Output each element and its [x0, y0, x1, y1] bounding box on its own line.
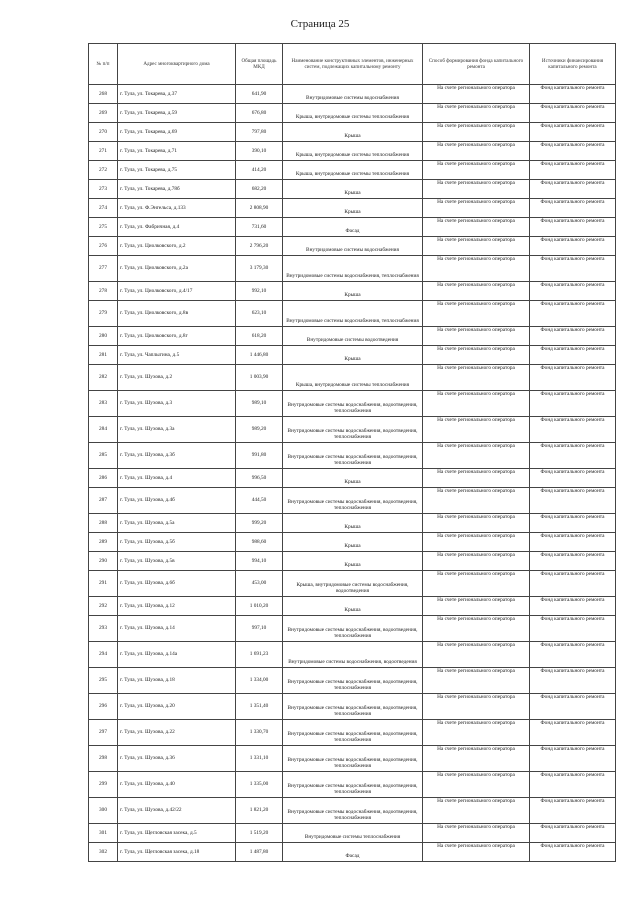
table-row: [89, 552, 616, 571]
cell-works: Крыша, внутридомовые системы водоснабжения, водоотведения: [283, 571, 423, 597]
cell-source: Фонд капитального ремонта: [530, 301, 616, 327]
cell-area: 1 351,40: [236, 694, 283, 720]
cell-area: 997,10: [236, 616, 283, 642]
cell-area: 1 821,20: [236, 798, 283, 824]
cell-method: На счете регионального оператора: [423, 798, 530, 824]
cell-source: Фонд капитального ремонта: [530, 123, 616, 142]
cell-works: Крыша, внутридомовые системы теплоснабжения: [283, 142, 423, 161]
cell-address: г. Тула, ул. Шухова, д.4б: [118, 488, 236, 514]
cell-address: г. Тула, ул. Шухова, д.5в: [118, 552, 236, 571]
table-row: [89, 571, 616, 597]
cell-num: 276: [89, 237, 118, 256]
cell-works: Внутридомовые системы водоснабжения, теплоснабжения: [283, 301, 423, 327]
cell-area: 994,10: [236, 552, 283, 571]
cell-source: Фонд капитального ремонта: [530, 256, 616, 282]
cell-address: г. Тула, ул. Циолковского, д.2: [118, 237, 236, 256]
cell-works: Крыша: [283, 346, 423, 365]
cell-num: 287: [89, 488, 118, 514]
cell-source: Фонд капитального ремонта: [530, 237, 616, 256]
cell-source: Фонд капитального ремонта: [530, 616, 616, 642]
cell-num: 289: [89, 533, 118, 552]
table-row: [89, 161, 616, 180]
cell-num: 270: [89, 123, 118, 142]
cell-works: Внутридомовые системы водоснабжения: [283, 237, 423, 256]
cell-works: Внутридомовые системы водоснабжения, водоотведения, теплоснабжения: [283, 417, 423, 443]
table-row: [89, 282, 616, 301]
cell-address: г. Тула, ул. Шухова, д.14: [118, 616, 236, 642]
table-row: [89, 843, 616, 862]
cell-works: Внутридомовые системы водоснабжения, водоотведения, теплоснабжения: [283, 720, 423, 746]
cell-address: г. Тула, ул. Шухова, д.6б: [118, 571, 236, 597]
cell-source: Фонд капитального ремонта: [530, 772, 616, 798]
cell-works: Внутридомовые системы водоснабжения, теплоснабжения: [283, 256, 423, 282]
cell-num: 273: [89, 180, 118, 199]
table-row: [89, 443, 616, 469]
cell-source: Фонд капитального ремонта: [530, 552, 616, 571]
cell-source: Фонд капитального ремонта: [530, 720, 616, 746]
cell-area: 1 335,00: [236, 772, 283, 798]
cell-area: 991,80: [236, 443, 283, 469]
cell-works: Внутридомовые системы водоотведения: [283, 327, 423, 346]
cell-area: 676,80: [236, 104, 283, 123]
table-row: [89, 772, 616, 798]
cell-method: На счете регионального оператора: [423, 668, 530, 694]
cell-works: Крыша, внутридомовые системы теплоснабжения: [283, 161, 423, 180]
table-row: [89, 301, 616, 327]
cell-num: 293: [89, 616, 118, 642]
cell-address: г. Тула, ул. Фабричная, д.4: [118, 218, 236, 237]
cell-method: На счете регионального оператора: [423, 123, 530, 142]
cell-source: Фонд капитального ремонта: [530, 824, 616, 843]
cell-works: Внутридомовые системы водоснабжения, водоотведения, теплоснабжения: [283, 391, 423, 417]
cell-area: 2 796,20: [236, 237, 283, 256]
cell-area: 641,90: [236, 85, 283, 104]
cell-works: Фасад: [283, 218, 423, 237]
cell-method: На счете регионального оператора: [423, 597, 530, 616]
cell-works: Крыша: [283, 597, 423, 616]
cell-area: 731,60: [236, 218, 283, 237]
cell-address: г. Тула, ул. Шухова, д.14а: [118, 642, 236, 668]
cell-area: 390,10: [236, 142, 283, 161]
cell-area: 1 010,20: [236, 597, 283, 616]
cell-address: г. Тула, ул. Циолковского, д.4/17: [118, 282, 236, 301]
cell-method: На счете регионального оператора: [423, 391, 530, 417]
cell-address: г. Тула, ул. Токарева, д.75: [118, 161, 236, 180]
cell-method: На счете регионального оператора: [423, 104, 530, 123]
cell-source: Фонд капитального ремонта: [530, 746, 616, 772]
table-row: [89, 391, 616, 417]
cell-address: г. Тула, ул. Шухова, д.3б: [118, 443, 236, 469]
cell-method: На счете регионального оператора: [423, 843, 530, 862]
cell-works: Внутридомовые системы водоснабжения, водоотведения, теплоснабжения: [283, 746, 423, 772]
cell-num: 296: [89, 694, 118, 720]
cell-source: Фонд капитального ремонта: [530, 142, 616, 161]
cell-address: г. Тула, ул. Токарева, д.78б: [118, 180, 236, 199]
cell-source: Фонд капитального ремонта: [530, 346, 616, 365]
header-address: Адрес многоквартирного дома: [118, 44, 236, 85]
cell-num: 282: [89, 365, 118, 391]
cell-address: г. Тула, ул. Шухова, д.3: [118, 391, 236, 417]
cell-method: На счете регионального оператора: [423, 142, 530, 161]
cell-num: 294: [89, 642, 118, 668]
cell-area: 623,10: [236, 301, 283, 327]
table-row: [89, 720, 616, 746]
cell-works: Фасад: [283, 843, 423, 862]
cell-source: Фонд капитального ремонта: [530, 104, 616, 123]
page-title: Страница 25: [290, 18, 350, 30]
cell-area: 989,20: [236, 417, 283, 443]
table-row: [89, 694, 616, 720]
cell-num: 288: [89, 514, 118, 533]
table-row: [89, 597, 616, 616]
cell-address: г. Тула, ул. Шухова, д.12: [118, 597, 236, 616]
cell-method: На счете регионального оператора: [423, 552, 530, 571]
cell-address: г. Тула, ул. Шухова, д.40: [118, 772, 236, 798]
cell-source: Фонд капитального ремонта: [530, 161, 616, 180]
cell-num: 295: [89, 668, 118, 694]
cell-works: Внутридомовые системы водоснабжения, водоотведения, теплоснабжения: [283, 443, 423, 469]
cell-works: Внутридомовые системы водоснабжения, водоотведения, теплоснабжения: [283, 616, 423, 642]
table-row: [89, 514, 616, 533]
table-body: [89, 85, 616, 862]
cell-method: На счете регионального оператора: [423, 772, 530, 798]
cell-num: 291: [89, 571, 118, 597]
cell-method: На счете регионального оператора: [423, 85, 530, 104]
cell-area: 1 691,23: [236, 642, 283, 668]
cell-area: 1 334,00: [236, 668, 283, 694]
cell-works: Внутридомовые системы водоснабжения, водоотведения: [283, 642, 423, 668]
cell-works: Внутридомовые системы теплоснабжения: [283, 824, 423, 843]
table-row: [89, 218, 616, 237]
header-method: Способ формирования фонда капитального ремонта: [423, 44, 530, 85]
cell-num: 269: [89, 104, 118, 123]
cell-method: На счете регионального оператора: [423, 282, 530, 301]
cell-area: 797,80: [236, 123, 283, 142]
cell-area: 1 487,80: [236, 843, 283, 862]
header-area: Общая площадь МКД: [236, 44, 283, 85]
cell-works: Крыша: [283, 123, 423, 142]
cell-address: г. Тула, ул. Токарева, д.69: [118, 123, 236, 142]
cell-address: г. Тула, ул. Шухова, д.20: [118, 694, 236, 720]
cell-num: 274: [89, 199, 118, 218]
cell-address: г. Тула, ул. Шухова, д.22: [118, 720, 236, 746]
cell-method: На счете регионального оператора: [423, 346, 530, 365]
cell-source: Фонд капитального ремонта: [530, 642, 616, 668]
table-row: [89, 488, 616, 514]
cell-num: 277: [89, 256, 118, 282]
cell-area: 992,10: [236, 282, 283, 301]
table-row: [89, 199, 616, 218]
cell-method: На счете регионального оператора: [423, 642, 530, 668]
cell-address: г. Тула, ул. Токарева, д.37: [118, 85, 236, 104]
cell-area: 453,00: [236, 571, 283, 597]
cell-address: г. Тула, ул. Циолковского, д.8г: [118, 327, 236, 346]
table-row: [89, 642, 616, 668]
table-row: [89, 533, 616, 552]
table-row: [89, 85, 616, 104]
cell-source: Фонд капитального ремонта: [530, 85, 616, 104]
cell-works: Внутридомовые системы водоснабжения, водоотведения, теплоснабжения: [283, 798, 423, 824]
cell-num: 283: [89, 391, 118, 417]
cell-works: Внутридомовые системы водоснабжения, водоотведения, теплоснабжения: [283, 668, 423, 694]
cell-method: На счете регионального оператора: [423, 327, 530, 346]
cell-address: г. Тула, ул. Шухова, д.18: [118, 668, 236, 694]
cell-address: г. Тула, ул. Шухова, д.4: [118, 469, 236, 488]
cell-num: 297: [89, 720, 118, 746]
cell-source: Фонд капитального ремонта: [530, 488, 616, 514]
cell-num: 284: [89, 417, 118, 443]
cell-area: 1 331,10: [236, 746, 283, 772]
header-num: № п/п: [89, 44, 118, 85]
cell-num: 286: [89, 469, 118, 488]
cell-method: На счете регионального оператора: [423, 237, 530, 256]
cell-source: Фонд капитального ремонта: [530, 533, 616, 552]
cell-method: На счете регионального оператора: [423, 514, 530, 533]
cell-method: На счете регионального оператора: [423, 824, 530, 843]
cell-method: На счете регионального оператора: [423, 301, 530, 327]
cell-area: 1 003,90: [236, 365, 283, 391]
cell-source: Фонд капитального ремонта: [530, 597, 616, 616]
cell-method: На счете регионального оператора: [423, 571, 530, 597]
cell-address: г. Тула, ул. Шухова, д.5а: [118, 514, 236, 533]
cell-address: г. Тула, ул. Токарева, д.71: [118, 142, 236, 161]
cell-method: На счете регионального оператора: [423, 469, 530, 488]
cell-source: Фонд капитального ремонта: [530, 469, 616, 488]
cell-num: 272: [89, 161, 118, 180]
cell-area: 999,20: [236, 514, 283, 533]
cell-area: 2 808,90: [236, 199, 283, 218]
cell-method: На счете регионального оператора: [423, 199, 530, 218]
cell-address: г. Тула, ул. Шухова, д.5б: [118, 533, 236, 552]
table-row: [89, 123, 616, 142]
cell-works: Крыша: [283, 514, 423, 533]
table-row: [89, 417, 616, 443]
table-row: [89, 746, 616, 772]
cell-num: 268: [89, 85, 118, 104]
cell-area: 414,20: [236, 161, 283, 180]
cell-num: 290: [89, 552, 118, 571]
cell-address: г. Тула, ул. Шухова, д.2: [118, 365, 236, 391]
table-row: [89, 616, 616, 642]
table-row: [89, 668, 616, 694]
table-row: [89, 469, 616, 488]
cell-method: На счете регионального оператора: [423, 256, 530, 282]
cell-source: Фонд капитального ремонта: [530, 365, 616, 391]
table-row: [89, 142, 616, 161]
cell-method: На счете регионального оператора: [423, 417, 530, 443]
cell-works: Внутридомовые системы водоснабжения: [283, 85, 423, 104]
cell-method: На счете регионального оператора: [423, 746, 530, 772]
table-row: [89, 237, 616, 256]
cell-area: 988,60: [236, 533, 283, 552]
cell-address: г. Тула, ул. Чаплыгина, д.5: [118, 346, 236, 365]
cell-method: На счете регионального оператора: [423, 694, 530, 720]
cell-method: На счете регионального оператора: [423, 218, 530, 237]
cell-area: 1 446,80: [236, 346, 283, 365]
cell-num: 298: [89, 746, 118, 772]
cell-source: Фонд капитального ремонта: [530, 327, 616, 346]
cell-num: 280: [89, 327, 118, 346]
table-row: [89, 180, 616, 199]
cell-num: 299: [89, 772, 118, 798]
cell-address: г. Тула, ул. Щегловская засека, д.5: [118, 824, 236, 843]
cell-works: Крыша: [283, 552, 423, 571]
cell-works: Крыша: [283, 469, 423, 488]
cell-area: 1 330,70: [236, 720, 283, 746]
cell-source: Фонд капитального ремонта: [530, 391, 616, 417]
cell-source: Фонд капитального ремонта: [530, 668, 616, 694]
cell-address: г. Тула, ул. Шухова, д.42/22: [118, 798, 236, 824]
header-source: Источники финансирования капитального ремонта: [530, 44, 616, 85]
cell-source: Фонд капитального ремонта: [530, 282, 616, 301]
cell-address: г. Тула, ул. Циолковского, д.8в: [118, 301, 236, 327]
cell-method: На счете регионального оператора: [423, 443, 530, 469]
cell-method: На счете регионального оператора: [423, 720, 530, 746]
cell-num: 301: [89, 824, 118, 843]
cell-area: 3 179,30: [236, 256, 283, 282]
cell-source: Фонд капитального ремонта: [530, 514, 616, 533]
cell-source: Фонд капитального ремонта: [530, 199, 616, 218]
cell-num: 300: [89, 798, 118, 824]
cell-num: 302: [89, 843, 118, 862]
cell-method: На счете регионального оператора: [423, 533, 530, 552]
cell-source: Фонд капитального ремонта: [530, 218, 616, 237]
cell-works: Внутридомовые системы водоснабжения, водоотведения, теплоснабжения: [283, 772, 423, 798]
table-row: [89, 256, 616, 282]
cell-source: Фонд капитального ремонта: [530, 694, 616, 720]
cell-source: Фонд капитального ремонта: [530, 443, 616, 469]
cell-source: Фонд капитального ремонта: [530, 843, 616, 862]
cell-area: 996,50: [236, 469, 283, 488]
table-row: [89, 327, 616, 346]
cell-source: Фонд капитального ремонта: [530, 180, 616, 199]
cell-num: 275: [89, 218, 118, 237]
cell-address: г. Тула, ул. Токарева, д.59: [118, 104, 236, 123]
table-row: [89, 346, 616, 365]
cell-method: На счете регионального оператора: [423, 161, 530, 180]
cell-works: Внутридомовые системы водоснабжения, водоотведения, теплоснабжения: [283, 694, 423, 720]
table-header-row: [89, 44, 616, 85]
table-row: [89, 798, 616, 824]
cell-num: 278: [89, 282, 118, 301]
repair-program-table: [88, 43, 616, 862]
cell-works: Крыша: [283, 180, 423, 199]
cell-num: 271: [89, 142, 118, 161]
cell-works: Внутридомовые системы водоснабжения, водоотведения, теплоснабжения: [283, 488, 423, 514]
cell-area: 1 519,20: [236, 824, 283, 843]
cell-address: г. Тула, ул. Шухова, д.36: [118, 746, 236, 772]
cell-num: 279: [89, 301, 118, 327]
table-row: [89, 104, 616, 123]
cell-works: Крыша, внутридомовые системы теплоснабжения: [283, 104, 423, 123]
cell-num: 292: [89, 597, 118, 616]
table-row: [89, 824, 616, 843]
cell-source: Фонд капитального ремонта: [530, 571, 616, 597]
cell-area: 989,10: [236, 391, 283, 417]
cell-method: На счете регионального оператора: [423, 180, 530, 199]
cell-num: 281: [89, 346, 118, 365]
cell-works: Крыша: [283, 282, 423, 301]
cell-works: Крыша: [283, 199, 423, 218]
cell-area: 444,50: [236, 488, 283, 514]
cell-source: Фонд капитального ремонта: [530, 798, 616, 824]
cell-works: Крыша: [283, 533, 423, 552]
cell-works: Крыша, внутридомовые системы теплоснабжения: [283, 365, 423, 391]
cell-address: г. Тула, ул. Циолковского, д.2а: [118, 256, 236, 282]
cell-method: На счете регионального оператора: [423, 616, 530, 642]
cell-num: 285: [89, 443, 118, 469]
cell-source: Фонд капитального ремонта: [530, 417, 616, 443]
cell-method: На счете регионального оператора: [423, 488, 530, 514]
cell-area: 682,20: [236, 180, 283, 199]
cell-method: На счете регионального оператора: [423, 365, 530, 391]
table-row: [89, 365, 616, 391]
cell-area: 618,20: [236, 327, 283, 346]
cell-address: г. Тула, ул. Шухова, д.3а: [118, 417, 236, 443]
cell-address: г. Тула, ул. Ф.Энгельса, д.133: [118, 199, 236, 218]
header-works: Наименование конструктивных элементов, инженерных систем, подлежащих капитальному ремонту: [283, 44, 423, 85]
cell-address: г. Тула, ул. Щегловская засека, д.18: [118, 843, 236, 862]
